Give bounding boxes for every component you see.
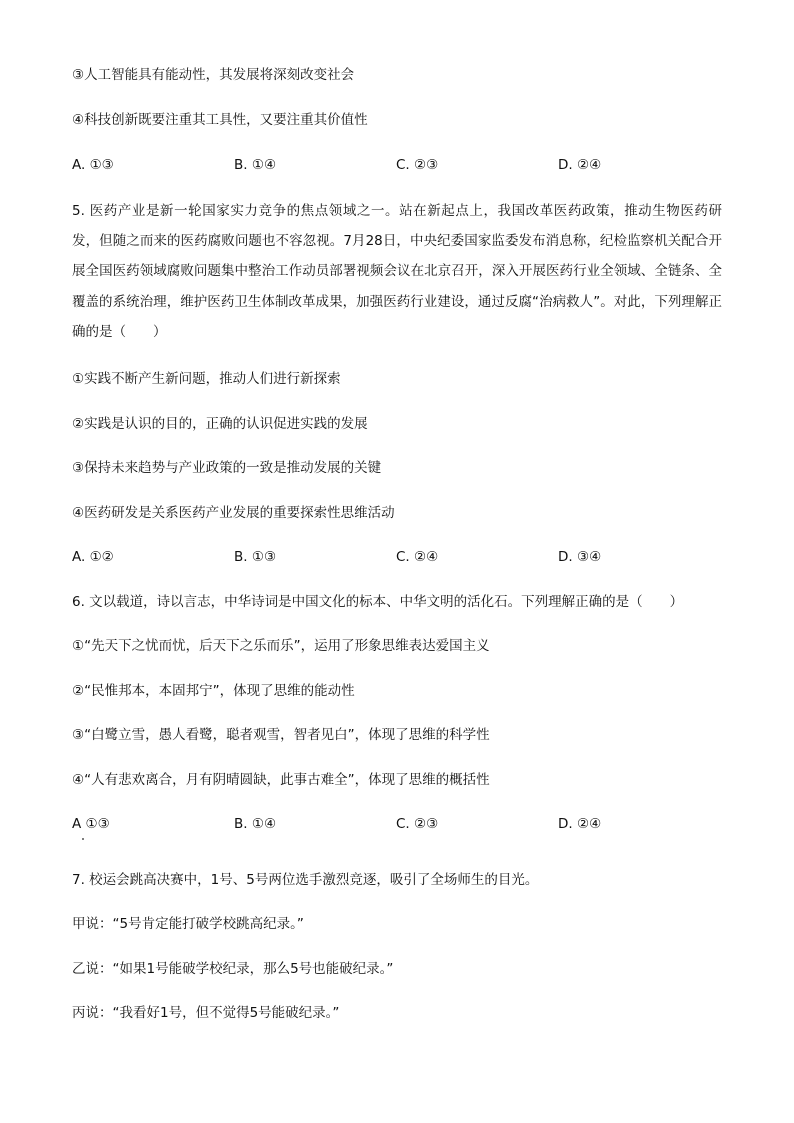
q6-option-c: C. ②③ (396, 816, 439, 832)
q5-option-c: C. ②④ (396, 549, 439, 565)
q6-option-a: A ①③ (72, 816, 110, 832)
q6-option-d: D. ②④ (558, 816, 602, 832)
option-d: D. ②④ (558, 157, 602, 173)
q5-statement-3: ③保持未来趋势与产业政策的一致是推动发展的关键 (72, 460, 382, 476)
q6-statement-3: ③“白鹭立雪，愚人看鹭，聪者观雪，智者见白”，体现了思维的科学性 (72, 727, 490, 743)
option-b: B. ①④ (234, 157, 277, 173)
q5-statement-1: ①实践不断产生新问题，推动人们进行新探索 (72, 371, 341, 387)
q6-statement-2: ②“民惟邦本，本固邦宁”，体现了思维的能动性 (72, 683, 355, 699)
q5-statement-2: ②实践是认识的目的，正确的认识促进实践的发展 (72, 416, 368, 432)
statement-4: ④科技创新既要注重其工具性，又要注重其价值性 (72, 112, 368, 128)
q5-statement-4: ④医药研发是关系医药产业发展的重要探索性思维活动 (72, 505, 395, 521)
q6-statement-1: ①“先天下之忧而忧，后天下之乐而乐”，运用了形象思维表达爱国主义 (72, 638, 490, 654)
question-7-stem: 7. 校运会跳高决赛中，1号、5号两位选手激烈竞逐，吸引了全场师生的目光。 (72, 872, 539, 888)
answer-options (72, 155, 732, 175)
question-6-stem: 6. 文以载道，诗以言志，中华诗词是中国文化的标本、中华文明的活化石。下列理解正确的是（ ） (72, 594, 684, 610)
option-c: C. ②③ (396, 157, 439, 173)
question-5-stem: 5. 医药产业是新一轮国家实力竞争的焦点领域之一。站在新起点上，我国改革医药政策，推动生物医药研发，但随之而来的医药腐败问题也不容忽视。7月28日，中央纪委国家监委发布消息称，纪检监察机关配合开展全国医药领域腐败问题集中整治工作动员部署视频会议在北京召开，深入开展医药行业全领域、全链条、全覆盖的系统治理，维护医药卫生体制改革成果，加强医药行业建设，通过反腐“治病救人”。对此，下列理解正确的是（ ） (72, 203, 722, 340)
q6-answer-options (72, 814, 732, 834)
statement-3: ③人工智能具有能动性，其发展将深刻改变社会 (72, 67, 355, 83)
q5-option-b: B. ①③ (234, 549, 277, 565)
q6-statement-4: ④“人有悲欢离合，月有阴晴圆缺，此事古难全”，体现了思维的概括性 (72, 772, 490, 788)
option-a: A. ①③ (72, 157, 114, 173)
q7-statement-bing: 丙说：“我看好1号，但不觉得5号能破纪录。” (72, 1005, 340, 1021)
q7-statement-yi: 乙说：“如果1号能破学校纪录，那么5号也能破纪录。” (72, 961, 394, 977)
q6-option-b: B. ①④ (234, 816, 277, 832)
q5-answer-options (72, 547, 732, 567)
q5-option-d: D. ③④ (558, 549, 602, 565)
q5-option-a: A. ①② (72, 549, 114, 565)
q7-statement-jia: 甲说：“5号肯定能打破学校跳高纪录。” (72, 916, 304, 932)
stray-mark (82, 838, 84, 840)
